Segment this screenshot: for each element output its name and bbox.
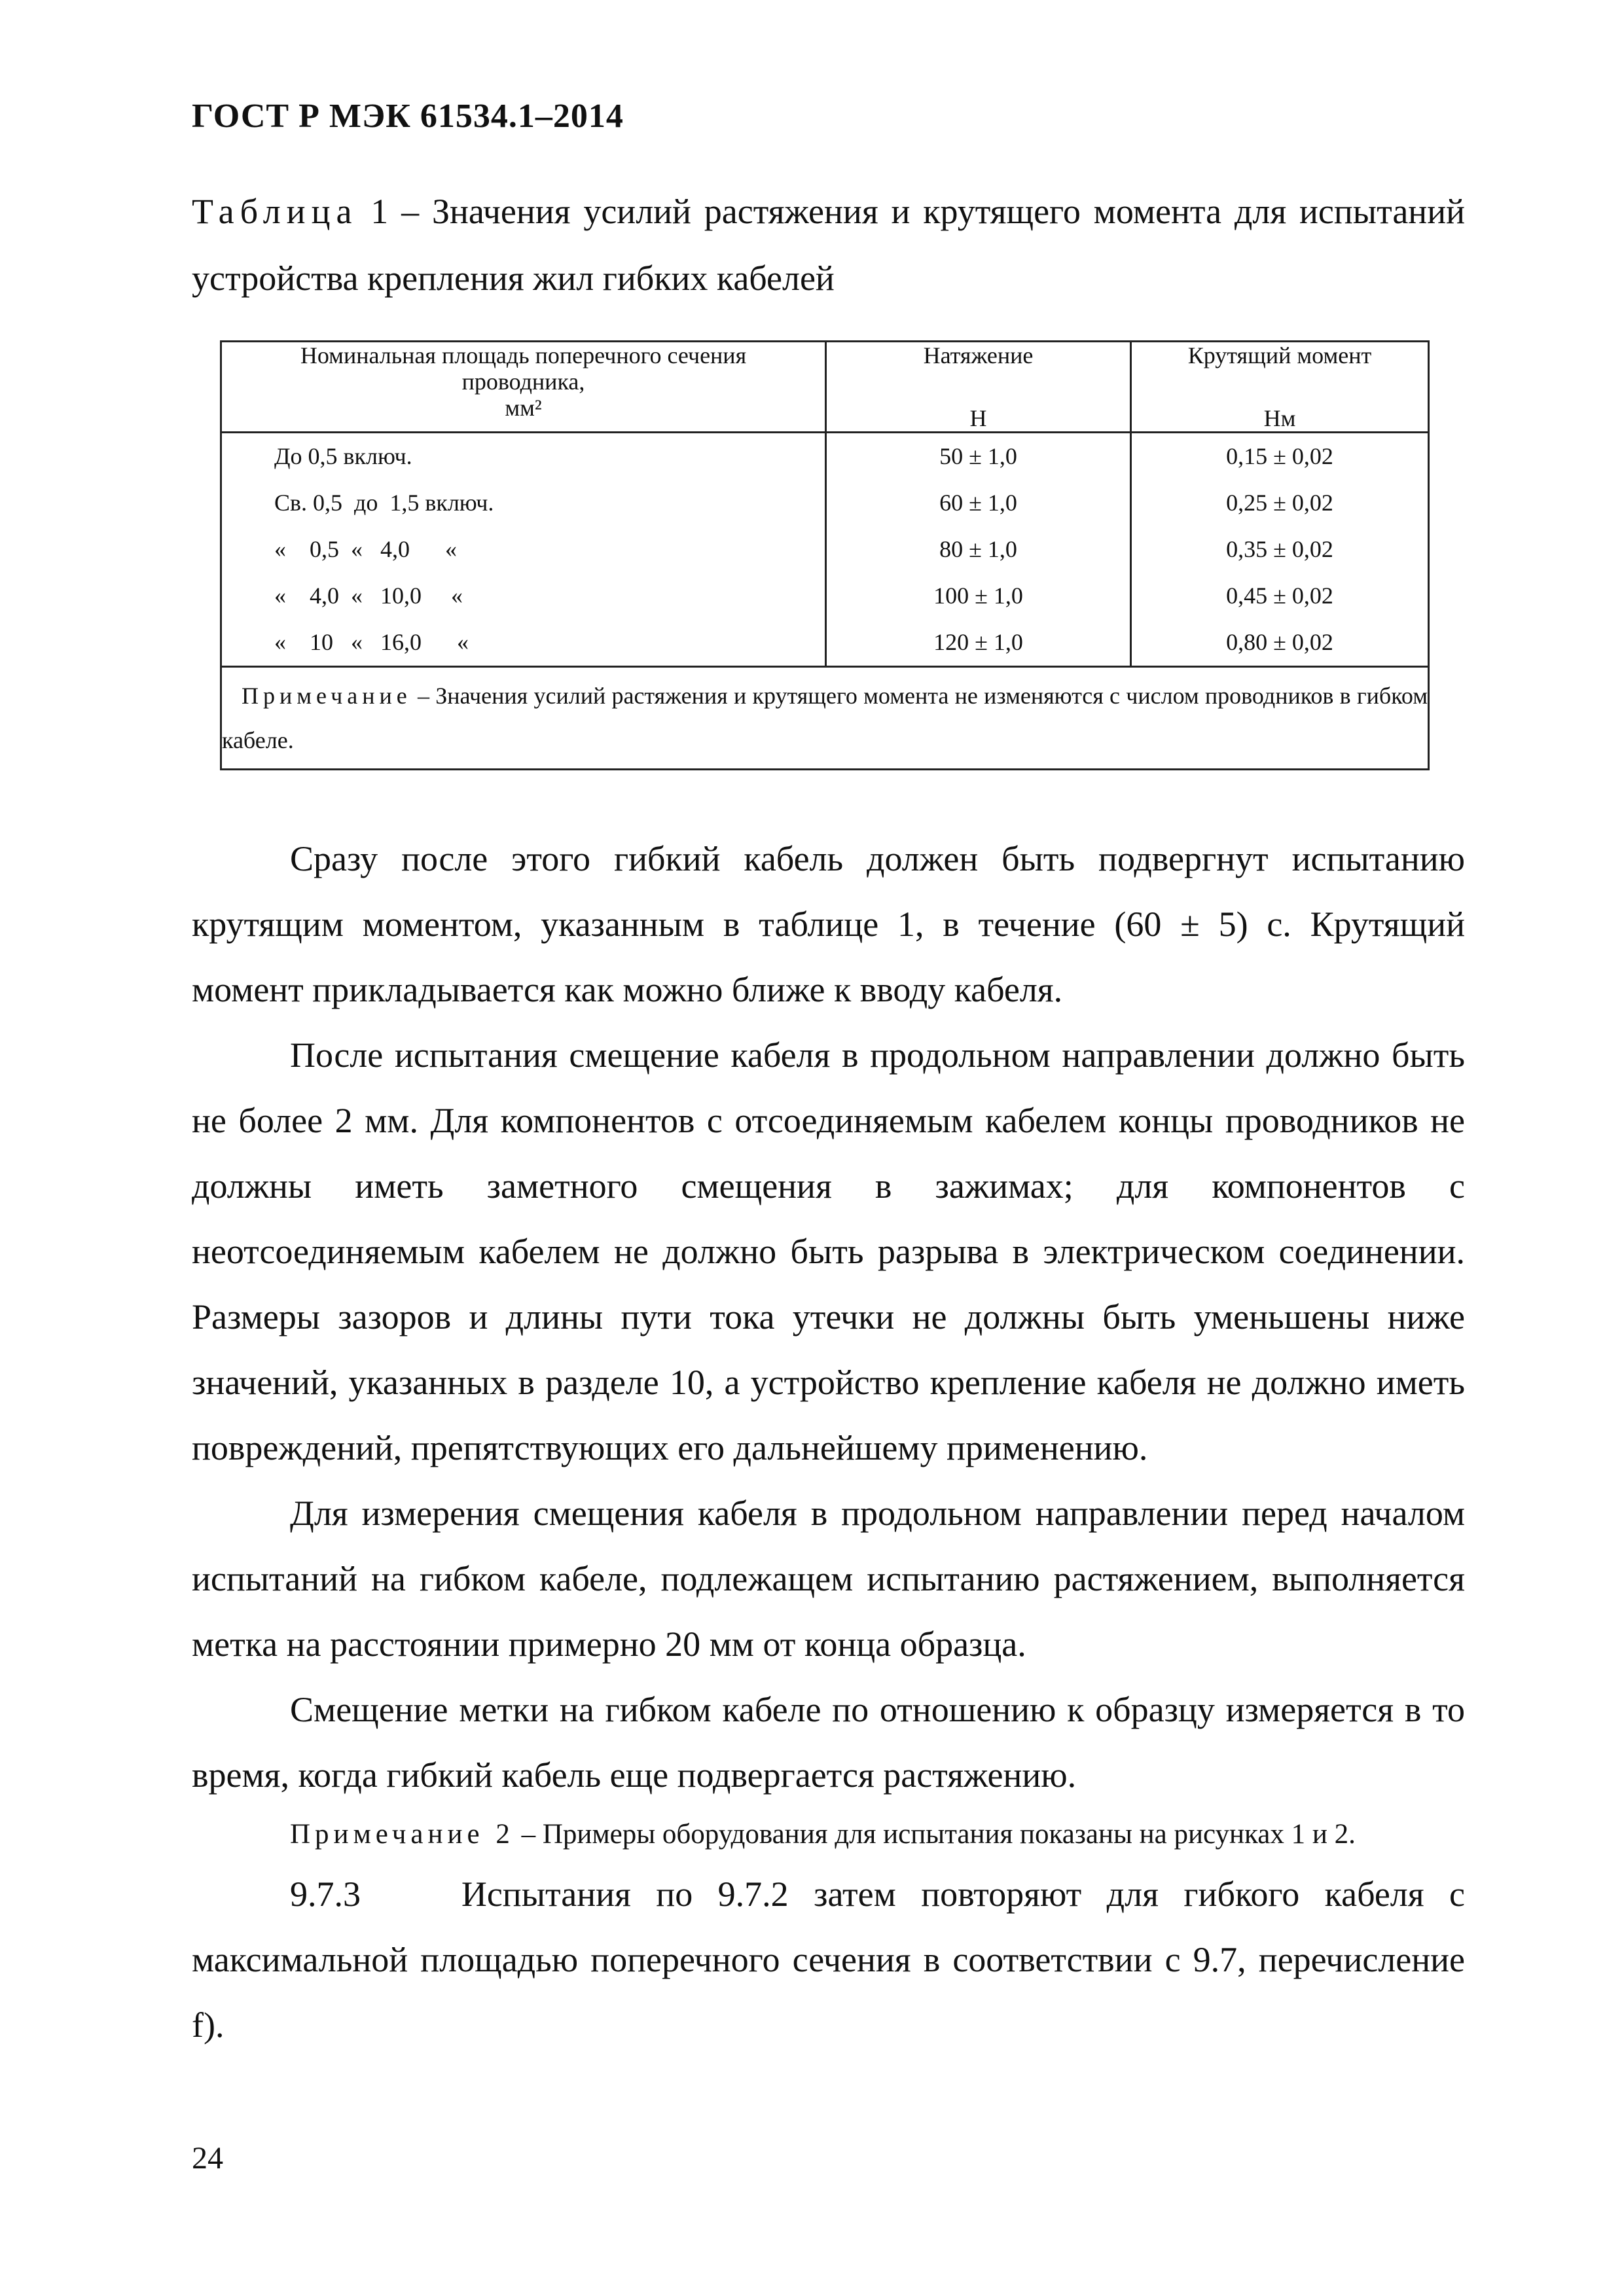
section-text: Испытания по 9.7.2 затем повторяют для гибкого кабеля с максимальной площадью поперечного сечения в соответствии с 9.7, перечисление f). [192,1874,1466,2045]
table-caption [192,178,1465,312]
paragraph: Сразу после этого гибкий кабель должен быть подвергнут испытанию крутящим моментом, указанным в таблице 1, в течение (60 ± 5) с. Крутящий момент прикладывается как можно ближе к вводу кабеля. [192,839,1465,1009]
header-area-label: Номинальная площадь поперечного сечения проводника, [300,342,747,395]
cell-area: « 4,0 « 10,0 « [221,573,826,619]
table-row [221,480,1429,526]
table-caption-text: – Значения усилий растяжения и крутящего момента для испытаний устройства крепления жил гибких кабелей [192,192,1465,298]
cell-torque: 0,15 ± 0,02 [1131,433,1429,480]
cell-torque: 0,80 ± 0,02 [1131,619,1429,667]
table-caption-number: 1 [370,192,389,231]
note-2-label: Примечание 2 [290,1819,514,1850]
table-note [221,667,1429,770]
note-2 [192,1808,1465,1861]
paragraph: Смещение метки на гибком кабеле по отношению к образцу измеряется в то время, когда гибкий кабель еще подвергается растяжению. [192,1690,1465,1795]
header-torque-label: Крутящий момент [1187,342,1372,368]
paragraph: После испытания смещение кабеля в продольном направлении должно быть не более 2 мм. Для компонентов с отсоединяемым кабелем концы проводников не должны иметь заметного смещения в зажимах; для компонентов с неотсоединяемым кабелем не должно быть разрыва в электрическом соединении. Размеры зазоров и длины пути тока утечки не должны быть уменьшены ниже значений, указанных в разделе 10, а устройство крепление кабеля не должно иметь повреждений, препятствующих его дальнейшему применению. [192,1035,1465,1467]
cell-tension: 50 ± 1,0 [826,433,1131,480]
table-row [221,526,1429,573]
table-row [221,573,1429,619]
cell-tension: 80 ± 1,0 [826,526,1131,573]
paragraph: Для измерения смещения кабеля в продольном направлении перед началом испытаний на гибком кабеле, подлежащем испытанию растяжением, выполняется метка на расстоянии примерно 20 мм от конца образца. [192,1494,1465,1664]
table-row [221,619,1429,667]
section-9-7-3 [192,1861,1465,2058]
table-caption-label: Таблица [192,192,358,231]
table-note-label: Примечание [242,683,412,709]
table-note-row [221,667,1429,770]
document-header: ГОСТ Р МЭК 61534.1–2014 [192,98,624,135]
cell-area: « 0,5 « 4,0 « [221,526,826,573]
table-header-row [221,342,1429,433]
header-area-unit: мм² [505,395,542,421]
header-tension [826,342,1131,433]
section-number: 9.7.3 [290,1874,361,1914]
values-table [220,340,1430,770]
header-tension-unit: Н [969,405,987,431]
table-note-text: – Значения усилий растяжения и крутящего момента не изменяются с числом проводников в гибком кабеле. [222,683,1428,753]
header-torque-unit: Нм [1263,405,1296,431]
cell-tension: 120 ± 1,0 [826,619,1131,667]
cell-torque: 0,25 ± 0,02 [1131,480,1429,526]
cell-area: « 10 « 16,0 « [221,619,826,667]
header-torque [1131,342,1429,433]
cell-torque: 0,45 ± 0,02 [1131,573,1429,619]
page-number: 24 [192,2141,223,2176]
header-tension-label: Натяжение [923,342,1034,368]
cell-area: До 0,5 включ. [221,433,826,480]
cell-tension: 100 ± 1,0 [826,573,1131,619]
note-2-text: – Примеры оборудования для испытания показаны на рисунках 1 и 2. [514,1819,1356,1850]
cell-torque: 0,35 ± 0,02 [1131,526,1429,573]
cell-area: Св. 0,5 до 1,5 включ. [221,480,826,526]
table-row [221,433,1429,480]
body-text [192,826,1465,2058]
cell-tension: 60 ± 1,0 [826,480,1131,526]
header-area [221,342,826,433]
